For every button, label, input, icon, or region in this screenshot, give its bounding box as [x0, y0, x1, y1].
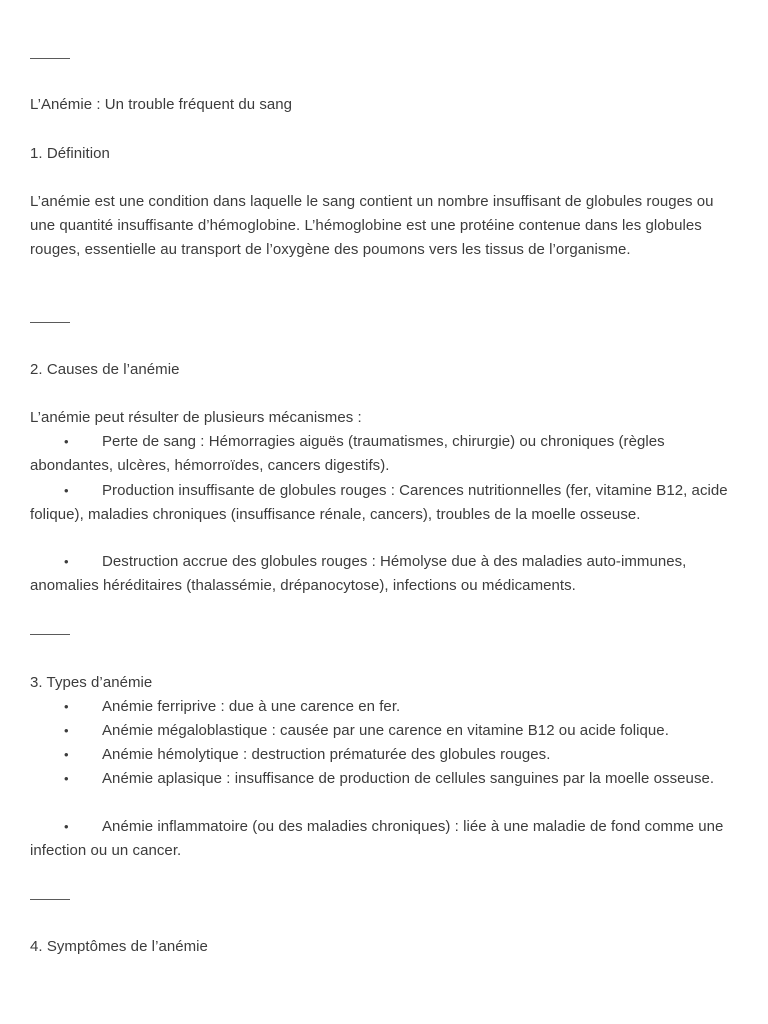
- list-item-text: Anémie ferriprive : due à une carence en fer.: [102, 698, 401, 715]
- definition-paragraph: L’anémie est une condition dans laquelle le sang contient un nombre insuffisant de globules rouges ou une quantité insuffisante d’hémoglobine. L’hémoglobine est une protéine contenue dans les globules rouges, essentielle au transport de l’oxygène des poumons vers les tissus de l’organisme.: [30, 193, 714, 258]
- bullet-icon: •: [64, 723, 69, 738]
- bullet-icon: •: [64, 699, 69, 714]
- bullet-icon: •: [64, 434, 69, 449]
- list-item-text: Destruction accrue des globules rouges : Hémolyse due à des maladies auto-immunes, anomalies héréditaires (thalassémie, drépanocytose), infections ou médicaments.: [30, 553, 687, 594]
- list-item: [30, 695, 742, 719]
- list-item-text: Production insuffisante de globules rouges : Carences nutritionnelles (fer, vitamine B12, acide folique), maladies chroniques (insuffisance rénale, cancers), troubles de la moelle osseuse.: [30, 482, 728, 523]
- list-item: [30, 743, 742, 767]
- section-heading-types: 3. Types d’anémie: [30, 674, 153, 691]
- separator-rule: [30, 322, 70, 323]
- list-item-text: Anémie hémolytique : destruction prématurée des globules rouges.: [102, 746, 551, 763]
- bullet-icon: •: [64, 554, 69, 569]
- list-item-text: Perte de sang : Hémorragies aiguës (traumatismes, chirurgie) ou chroniques (règles abondantes, ulcères, hémorroïdes, cancers digestifs).: [30, 433, 665, 474]
- list-item: [30, 430, 742, 478]
- list-item: [30, 719, 742, 743]
- bullet-icon: •: [64, 483, 69, 498]
- list-item: [30, 815, 742, 863]
- list-item-text: Anémie inflammatoire (ou des maladies chroniques) : liée à une maladie de fond comme une infection ou un cancer.: [30, 818, 724, 859]
- document-title: L’Anémie : Un trouble fréquent du sang: [30, 96, 293, 113]
- list-item-text: Anémie aplasique : insuffisance de production de cellules sanguines par la moelle osseuse.: [102, 770, 715, 787]
- separator-rule: [30, 58, 70, 59]
- bullet-icon: •: [64, 819, 69, 834]
- causes-intro: L’anémie peut résulter de plusieurs mécanismes :: [30, 409, 362, 426]
- bullet-icon: •: [64, 771, 69, 786]
- separator-rule: [30, 899, 70, 900]
- list-item: [30, 550, 742, 598]
- list-item: [30, 479, 742, 527]
- bullet-icon: •: [64, 747, 69, 762]
- section-heading-definition: 1. Définition: [30, 145, 110, 162]
- list-item-text: Anémie mégaloblastique : causée par une carence en vitamine B12 ou acide folique.: [102, 722, 669, 739]
- section-heading-symptoms: 4. Symptômes de l’anémie: [30, 938, 208, 955]
- list-item: [30, 767, 742, 791]
- separator-rule: [30, 634, 70, 635]
- section-heading-causes: 2. Causes de l’anémie: [30, 361, 180, 378]
